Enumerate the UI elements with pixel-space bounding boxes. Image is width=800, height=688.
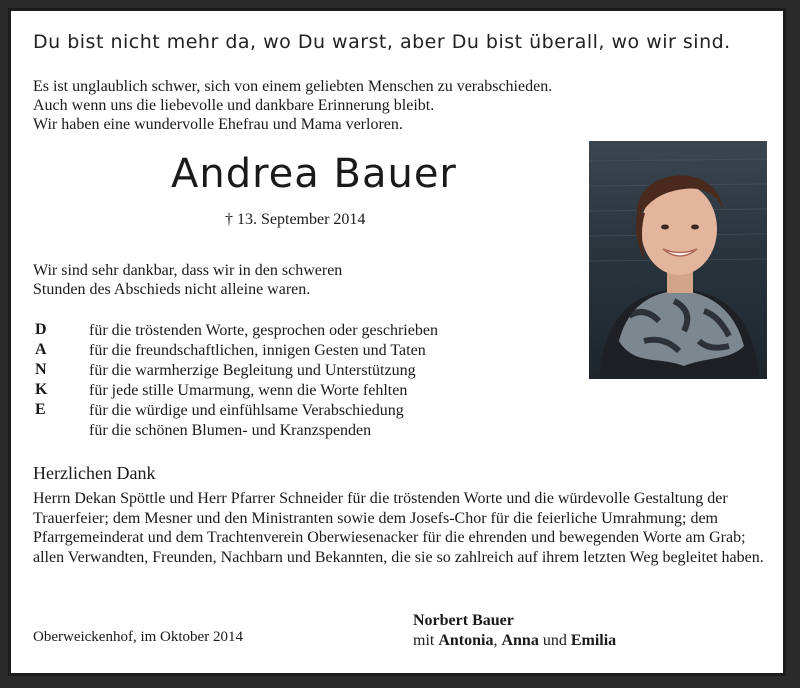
intro-text: [33, 77, 552, 134]
intro-line: Auch wenn uns die liebevolle und dankbare Erinnerung bleibt.: [33, 97, 435, 114]
danke-line: für die tröstenden Worte, gesprochen oder geschrieben: [89, 322, 438, 339]
danke-lines: [89, 321, 438, 441]
portrait-photo: [589, 141, 767, 379]
danke-line: für die freundschaftlichen, innigen Gesten und Taten: [89, 342, 426, 359]
thanks-intro-line: Stunden des Abschieds nicht alleine waren.: [33, 281, 311, 298]
signature: [413, 611, 616, 651]
portrait-illustration: [589, 141, 767, 379]
obituary-card: [8, 8, 786, 676]
deceased-name: Andrea Bauer: [171, 151, 457, 197]
signature-prefix: mit: [413, 632, 439, 649]
danke-line: für die schönen Blumen- und Kranzspenden: [89, 422, 372, 439]
motto: Du bist nicht mehr da, wo Du warst, aber Du bist überall, wo wir sind.: [33, 31, 731, 53]
danke-line: für jede stille Umarmung, wenn die Worte fehlten: [89, 382, 408, 399]
signature-separator: ,: [493, 632, 502, 649]
herzlichen-dank-text: Herrn Dekan Spöttle und Herr Pfarrer Schneider für die tröstenden Worte und die würdevolle Gestaltung der Trauerfeier; dem Mesner und den Ministranten sowie dem Josefs-Chor für die feierliche Umrahmung; dem Pfarrgemeinderat und dem Trachtenverein Oberwiesenacker für die ehrenden und bewegenden Worte am Grab; allen Verwandten, Freunden, Nachbarn und Bekannten, die sie so zahlreich auf ihrem letzten Weg begleitet haben.: [33, 490, 764, 566]
danke-letter: N: [35, 361, 47, 378]
thanks-intro-line: Wir sind sehr dankbar, dass wir in den schweren: [33, 262, 343, 279]
danke-letter: E: [35, 401, 46, 418]
danke-letter: D: [35, 321, 47, 338]
signature-name: Norbert Bauer: [413, 612, 514, 629]
signature-family: [413, 631, 616, 651]
child-name: Emilia: [570, 632, 617, 649]
child-name: Antonia: [438, 632, 494, 649]
intro-line: Es ist unglaublich schwer, sich von einem geliebten Menschen zu verabschieden.: [33, 78, 553, 95]
death-date: † 13. September 2014: [225, 211, 366, 228]
herzlichen-dank-title: Herzlichen Dank: [33, 463, 156, 483]
signature-separator: und: [538, 632, 571, 649]
child-name: Anna: [501, 632, 539, 649]
danke-letter: K: [35, 381, 48, 398]
place-date: Oberweickenhof, im Oktober 2014: [33, 629, 243, 645]
danke-letter: A: [35, 341, 47, 358]
thanks-intro: [33, 261, 342, 299]
danke-acrostic: [35, 321, 47, 421]
danke-line: für die warmherzige Begleitung und Unterstützung: [89, 362, 416, 379]
danke-line: für die würdige und einfühlsame Verabschiedung: [89, 402, 404, 419]
intro-line: Wir haben eine wundervolle Ehefrau und Mama verloren.: [33, 116, 403, 133]
